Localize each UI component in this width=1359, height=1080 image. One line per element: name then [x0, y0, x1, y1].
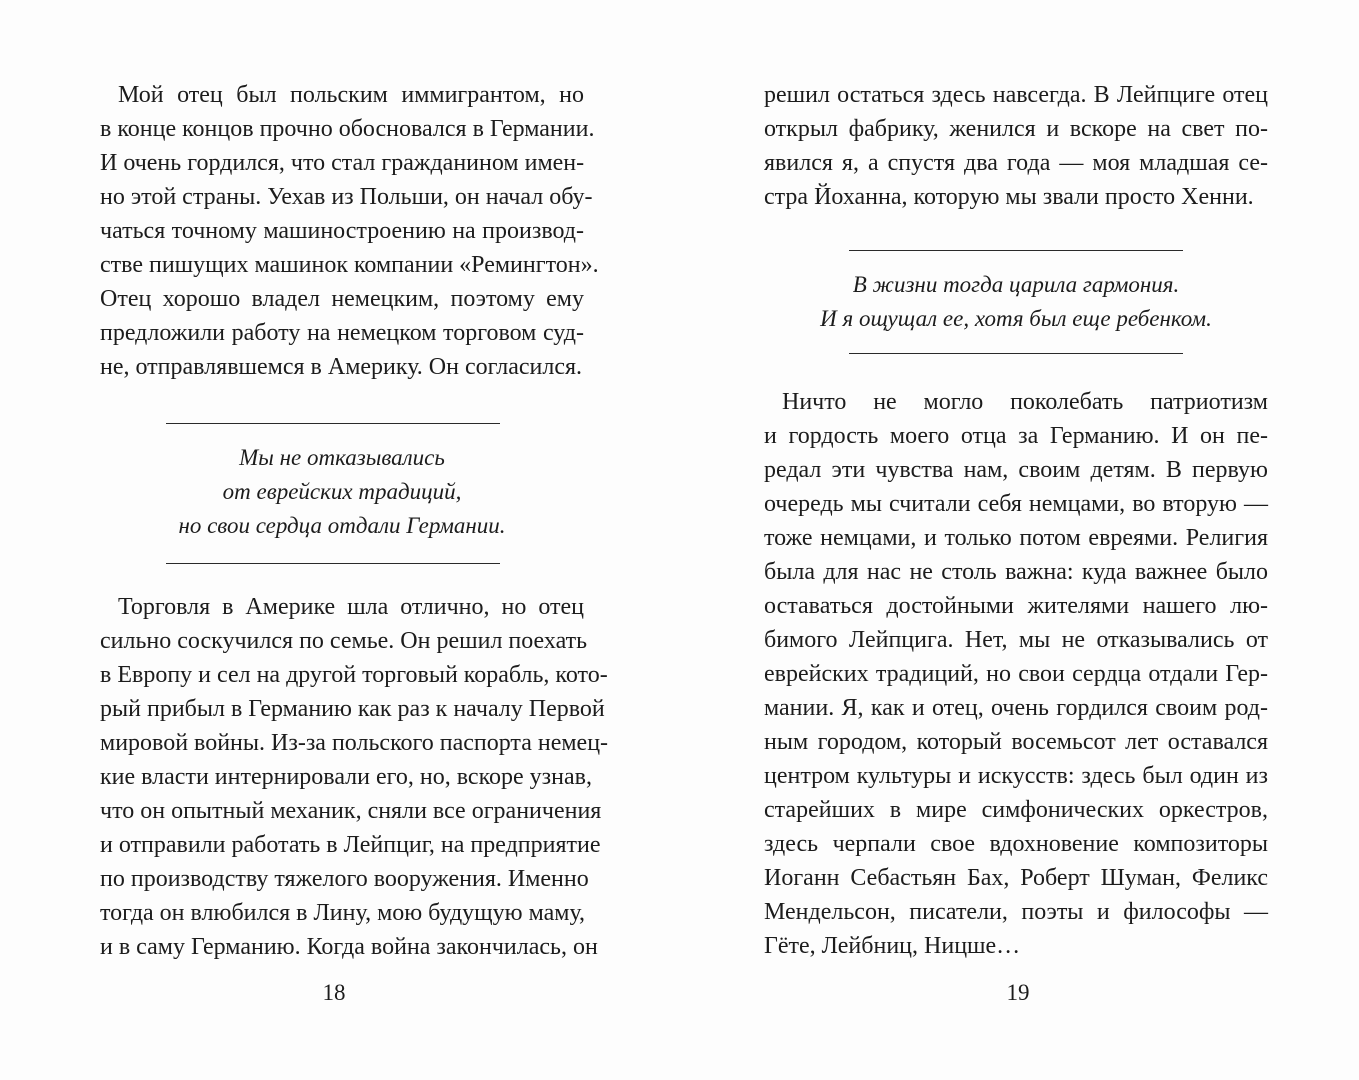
- text-line: явился я, а спустя два года — моя младшая се-: [764, 150, 1268, 176]
- text-line: по производству тяжелого вооружения. Именно: [100, 866, 589, 892]
- text-line: в Европу и сел на другой торговый корабль, кото-: [100, 662, 608, 688]
- text-line: Гёте, Лейбниц, Ницше…: [764, 933, 1021, 959]
- text-line: еврейских традиций, но свои сердца отдали Гер-: [764, 661, 1268, 687]
- text-line: редал эти чувства нам, своим детям. В первую: [764, 457, 1268, 483]
- quote-line: от еврейских традиций,: [222, 479, 462, 504]
- text-line: предложили работу на немецком торговом суд-: [100, 320, 584, 346]
- text-line: открыл фабрику, женился и вскоре на свет по-: [764, 116, 1268, 142]
- quote-line: В жизни тогда царила гармония.: [852, 272, 1180, 297]
- right-page: [764, 0, 1268, 1080]
- quote-line: но свои сердца отдали Германии.: [178, 513, 506, 538]
- text-line: была для нас не столь важна: куда важнее было: [764, 559, 1268, 585]
- page-number: 19: [1006, 980, 1030, 1005]
- text-line: старейших в мире симфонических оркестров,: [764, 797, 1268, 823]
- text-line: Мой отец был польским иммигрантом, но: [118, 82, 584, 108]
- quote-line: И я ощущал ее, хотя был еще ребенком.: [820, 306, 1212, 331]
- text-line: бимого Лейпцига. Нет, мы не отказывались от: [764, 627, 1268, 653]
- text-line: ным городом, который восемьсот лет оставался: [764, 729, 1268, 755]
- text-line: и в саму Германию. Когда война закончилась, он: [100, 934, 598, 960]
- text-line: оставаться достойными жителями нашего лю-: [764, 593, 1268, 619]
- text-line: что он опытный механик, сняли все ограничения: [100, 798, 602, 824]
- text-line: тоже немцами, и только потом евреями. Религия: [764, 525, 1268, 551]
- text-line: Иоганн Себастьян Бах, Роберт Шуман, Феликс: [764, 865, 1268, 891]
- text-line: в конце концов прочно обосновался в Германии.: [100, 116, 595, 142]
- text-line: и гордость моего отца за Германию. И он пе-: [764, 423, 1268, 449]
- quote-bottom-rule: [849, 353, 1183, 354]
- quote-top-rule: [849, 250, 1183, 251]
- text-line: стве пишущих машинок компании «Ремингтон».: [100, 252, 599, 278]
- text-line: кие власти интернировали его, но, вскоре узнав,: [100, 764, 592, 790]
- text-line: Мендельсон, писатели, поэты и философы —: [764, 899, 1268, 925]
- text-line: очередь мы считали себя немцами, во вторую —: [764, 491, 1268, 517]
- text-line: Ничто не могло поколебать патриотизм: [782, 389, 1268, 415]
- page-number: 18: [322, 980, 346, 1005]
- text-line: решил остаться здесь навсегда. В Лейпциге отец: [764, 82, 1268, 108]
- text-line: Торговля в Америке шла отлично, но отец: [118, 594, 584, 620]
- text-line: не, отправлявшемся в Америку. Он согласился.: [100, 354, 583, 380]
- text-line: И очень гордился, что стал гражданином имен-: [100, 150, 585, 176]
- text-line: чаться точному машиностроению на производ-: [100, 218, 584, 244]
- text-line: Отец хорошо владел немецким, поэтому ему: [100, 286, 584, 312]
- text-line: но этой страны. Уехав из Польши, он начал обу-: [100, 184, 593, 210]
- text-line: центром культуры и искусств: здесь был один из: [764, 763, 1268, 789]
- text-line: тогда он влюбился в Лину, мою будущую маму,: [100, 900, 586, 926]
- text-line: сильно соскучился по семье. Он решил поехать: [100, 628, 588, 654]
- text-line: здесь черпали свое вдохновение композиторы: [764, 831, 1268, 857]
- text-line: мировой войны. Из-за польского паспорта немец-: [100, 730, 609, 756]
- text-line: мании. Я, как и отец, очень гордился своим род-: [764, 695, 1268, 721]
- quote-line: Мы не отказывались: [239, 445, 445, 470]
- text-line: стра Йоханна, которую мы звали просто Хенни.: [764, 184, 1254, 210]
- quote-bottom-rule: [166, 563, 500, 564]
- left-page: [100, 0, 609, 1080]
- quote-top-rule: [166, 423, 500, 424]
- text-line: рый прибыл в Германию как раз к началу Первой: [100, 696, 605, 722]
- text-line: и отправили работать в Лейпциг, на предприятие: [100, 832, 601, 858]
